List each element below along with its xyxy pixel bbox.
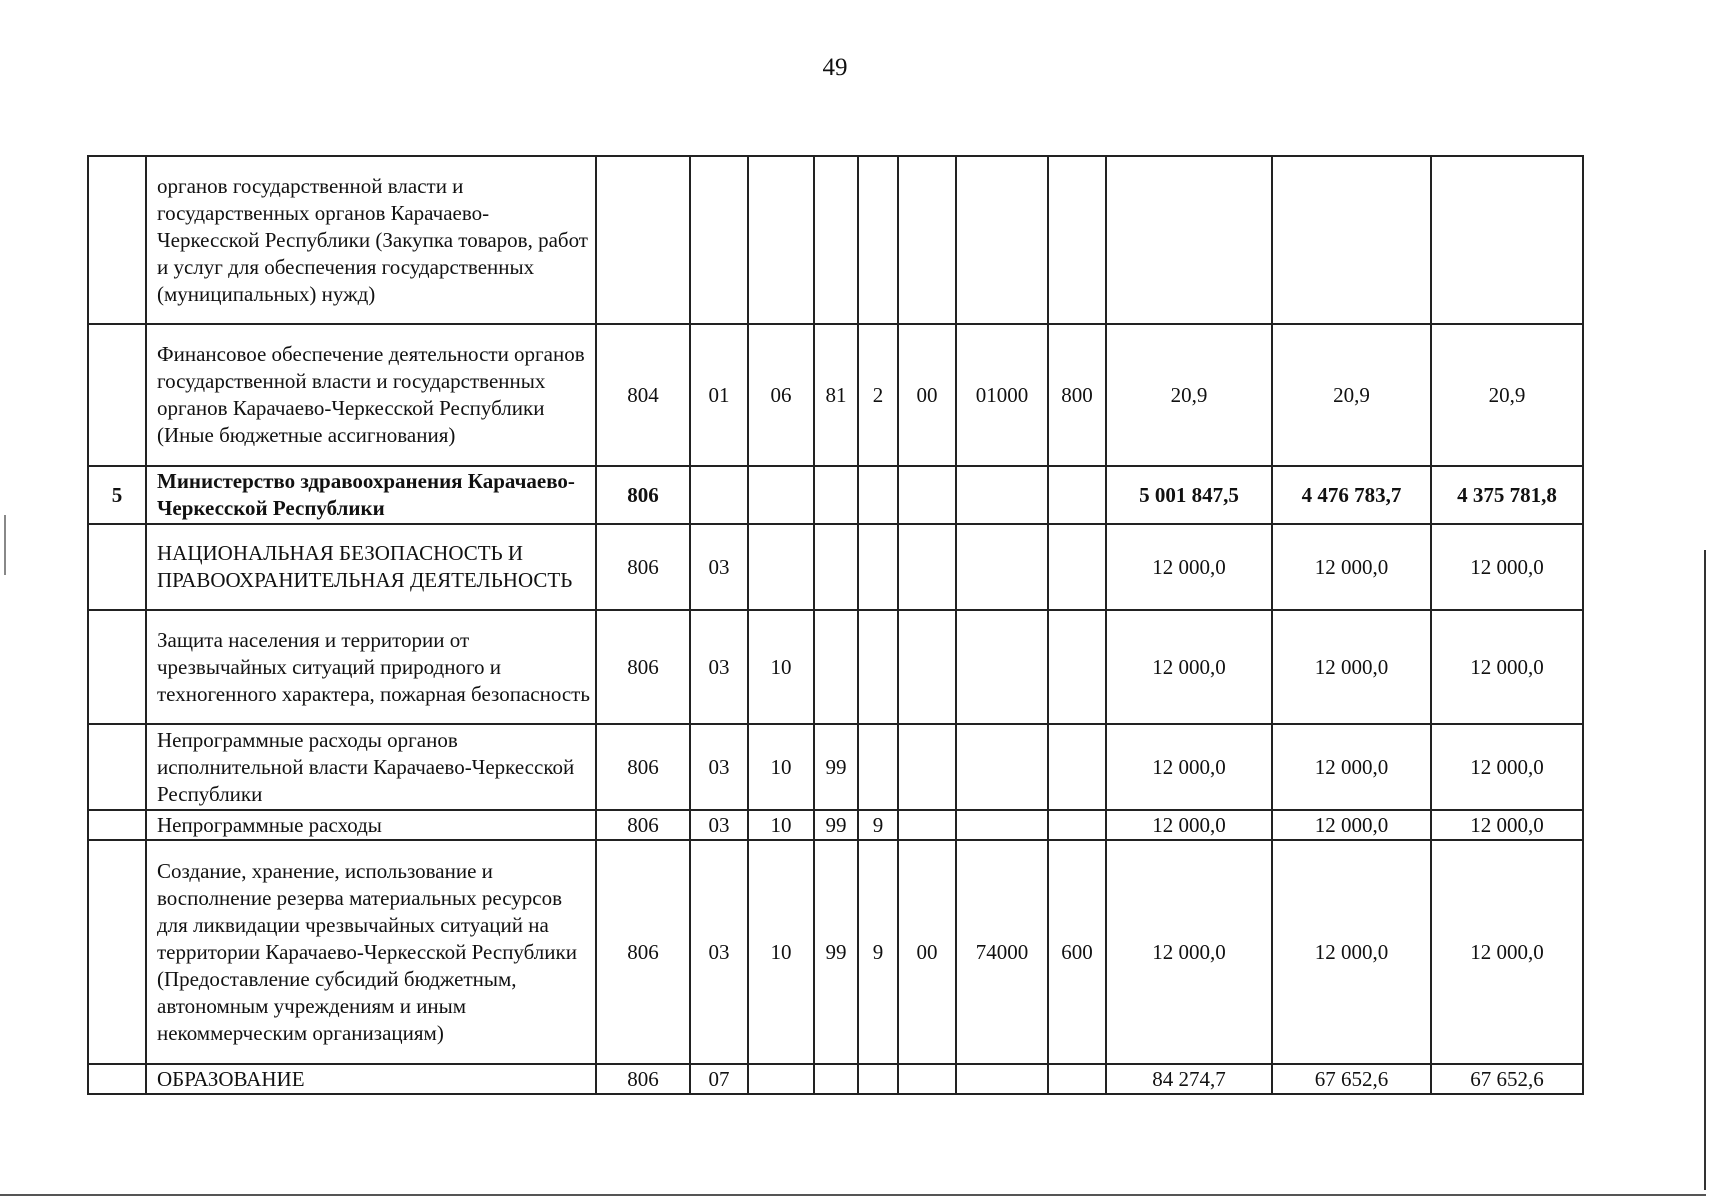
row-name: Создание, хранение, использование и восполнение резерва материальных ресурсов для ликвидации чрезвычайных ситуаций на территории Карачаево-Черкесской Республики (Предоставление субсидий бюджетным, автономным учреждениям и иным некоммерческим организациям) — [146, 840, 596, 1064]
cell-amount-1: 12 000,0 — [1106, 810, 1272, 840]
cell-amount-2: 12 000,0 — [1272, 524, 1431, 610]
row-number: 5 — [88, 466, 146, 524]
cell-amount-3: 20,9 — [1431, 324, 1583, 466]
cell-ministry: 806 — [596, 1064, 690, 1094]
cell-direction — [956, 724, 1048, 810]
cell-amount-3: 12 000,0 — [1431, 840, 1583, 1064]
cell-amount-3 — [1431, 156, 1583, 324]
row-name: НАЦИОНАЛЬНАЯ БЕЗОПАСНОСТЬ И ПРАВООХРАНИТЕЛЬНАЯ ДЕЯТЕЛЬНОСТЬ — [146, 524, 596, 610]
cell-event — [898, 466, 956, 524]
cell-section: 03 — [690, 810, 748, 840]
cell-amount-2: 20,9 — [1272, 324, 1431, 466]
cell-section — [690, 466, 748, 524]
cell-expense-type: 800 — [1048, 324, 1106, 466]
row-number — [88, 810, 146, 840]
cell-expense-type — [1048, 810, 1106, 840]
cell-amount-2 — [1272, 156, 1431, 324]
cell-amount-3: 12 000,0 — [1431, 524, 1583, 610]
row-name: Непрограммные расходы — [146, 810, 596, 840]
page-number: 49 — [822, 54, 848, 81]
cell-subprogram — [858, 610, 898, 724]
cell-subprogram: 2 — [858, 324, 898, 466]
table-row — [88, 610, 1583, 724]
cell-amount-1 — [1106, 156, 1272, 324]
cell-program: 99 — [814, 724, 858, 810]
cell-amount-2: 4 476 783,7 — [1272, 466, 1431, 524]
cell-amount-2: 12 000,0 — [1272, 840, 1431, 1064]
row-number — [88, 610, 146, 724]
cell-direction — [956, 610, 1048, 724]
cell-amount-1: 12 000,0 — [1106, 840, 1272, 1064]
cell-subprogram — [858, 1064, 898, 1094]
cell-section: 01 — [690, 324, 748, 466]
cell-program: 81 — [814, 324, 858, 466]
cell-event: 00 — [898, 324, 956, 466]
cell-event — [898, 610, 956, 724]
table-row — [88, 810, 1583, 840]
cell-section: 03 — [690, 840, 748, 1064]
cell-ministry: 806 — [596, 610, 690, 724]
row-name: Непрограммные расходы органов исполнительной власти Карачаево-Черкесской Республики — [146, 724, 596, 810]
row-name: органов государственной власти и государственных органов Карачаево-Черкесской Республики (Закупка товаров, работ и услуг для обеспечения государственных (муниципальных) нужд) — [146, 156, 596, 324]
cell-expense-type — [1048, 1064, 1106, 1094]
cell-ministry — [596, 156, 690, 324]
cell-direction: 74000 — [956, 840, 1048, 1064]
cell-amount-1: 84 274,7 — [1106, 1064, 1272, 1094]
cell-subsection — [748, 524, 814, 610]
cell-expense-type: 600 — [1048, 840, 1106, 1064]
cell-subsection: 10 — [748, 810, 814, 840]
cell-expense-type — [1048, 466, 1106, 524]
cell-program — [814, 156, 858, 324]
cell-ministry: 804 — [596, 324, 690, 466]
cell-subprogram — [858, 724, 898, 810]
cell-subprogram: 9 — [858, 840, 898, 1064]
cell-subsection: 10 — [748, 610, 814, 724]
table-row — [88, 840, 1583, 1064]
cell-ministry: 806 — [596, 524, 690, 610]
cell-section: 03 — [690, 724, 748, 810]
cell-amount-2: 12 000,0 — [1272, 610, 1431, 724]
cell-event — [898, 724, 956, 810]
row-number — [88, 840, 146, 1064]
cell-expense-type — [1048, 524, 1106, 610]
row-number — [88, 324, 146, 466]
cell-subsection: 10 — [748, 840, 814, 1064]
row-name: Финансовое обеспечение деятельности органов государственной власти и государственных органов Карачаево-Черкесской Республики (Иные бюджетные ассигнования) — [146, 324, 596, 466]
cell-amount-3: 12 000,0 — [1431, 610, 1583, 724]
row-number — [88, 1064, 146, 1094]
cell-expense-type — [1048, 156, 1106, 324]
table-row — [88, 466, 1583, 524]
row-name: ОБРАЗОВАНИЕ — [146, 1064, 596, 1094]
cell-amount-1: 12 000,0 — [1106, 724, 1272, 810]
cell-direction — [956, 810, 1048, 840]
cell-ministry: 806 — [596, 840, 690, 1064]
cell-event — [898, 156, 956, 324]
cell-subsection — [748, 1064, 814, 1094]
cell-event — [898, 524, 956, 610]
cell-program — [814, 524, 858, 610]
table-row — [88, 1064, 1583, 1094]
row-number — [88, 524, 146, 610]
cell-section: 07 — [690, 1064, 748, 1094]
cell-event — [898, 1064, 956, 1094]
table-row — [88, 724, 1583, 810]
cell-ministry: 806 — [596, 466, 690, 524]
cell-subprogram: 9 — [858, 810, 898, 840]
cell-subprogram — [858, 156, 898, 324]
cell-amount-3: 67 652,6 — [1431, 1064, 1583, 1094]
cell-subsection: 10 — [748, 724, 814, 810]
cell-expense-type — [1048, 610, 1106, 724]
table-row — [88, 524, 1583, 610]
cell-section: 03 — [690, 610, 748, 724]
cell-direction: 01000 — [956, 324, 1048, 466]
cell-section: 03 — [690, 524, 748, 610]
cell-program — [814, 1064, 858, 1094]
cell-amount-2: 67 652,6 — [1272, 1064, 1431, 1094]
cell-program — [814, 466, 858, 524]
cell-subsection: 06 — [748, 324, 814, 466]
budget-table — [87, 155, 1584, 1095]
cell-direction — [956, 466, 1048, 524]
cell-event: 00 — [898, 840, 956, 1064]
cell-direction — [956, 156, 1048, 324]
cell-amount-1: 12 000,0 — [1106, 610, 1272, 724]
table-row — [88, 324, 1583, 466]
scan-edge-left — [4, 515, 6, 575]
cell-direction — [956, 524, 1048, 610]
cell-program — [814, 610, 858, 724]
scan-edge-bottom — [0, 1194, 1706, 1196]
cell-amount-1: 12 000,0 — [1106, 524, 1272, 610]
cell-subsection — [748, 466, 814, 524]
cell-section — [690, 156, 748, 324]
cell-amount-2: 12 000,0 — [1272, 810, 1431, 840]
cell-amount-1: 20,9 — [1106, 324, 1272, 466]
cell-amount-3: 12 000,0 — [1431, 810, 1583, 840]
table-row — [88, 156, 1583, 324]
scan-edge-right — [1704, 550, 1706, 1190]
cell-amount-2: 12 000,0 — [1272, 724, 1431, 810]
row-name: Защита населения и территории от чрезвычайных ситуаций природного и техногенного характера, пожарная безопасность — [146, 610, 596, 724]
cell-program: 99 — [814, 810, 858, 840]
cell-subprogram — [858, 524, 898, 610]
cell-subprogram — [858, 466, 898, 524]
cell-program: 99 — [814, 840, 858, 1064]
row-number — [88, 724, 146, 810]
cell-amount-1: 5 001 847,5 — [1106, 466, 1272, 524]
cell-ministry: 806 — [596, 810, 690, 840]
cell-direction — [956, 1064, 1048, 1094]
row-name: Министерство здравоохранения Карачаево-Черкесской Республики — [146, 466, 596, 524]
cell-expense-type — [1048, 724, 1106, 810]
cell-event — [898, 810, 956, 840]
row-number — [88, 156, 146, 324]
cell-subsection — [748, 156, 814, 324]
cell-ministry: 806 — [596, 724, 690, 810]
cell-amount-3: 12 000,0 — [1431, 724, 1583, 810]
cell-amount-3: 4 375 781,8 — [1431, 466, 1583, 524]
